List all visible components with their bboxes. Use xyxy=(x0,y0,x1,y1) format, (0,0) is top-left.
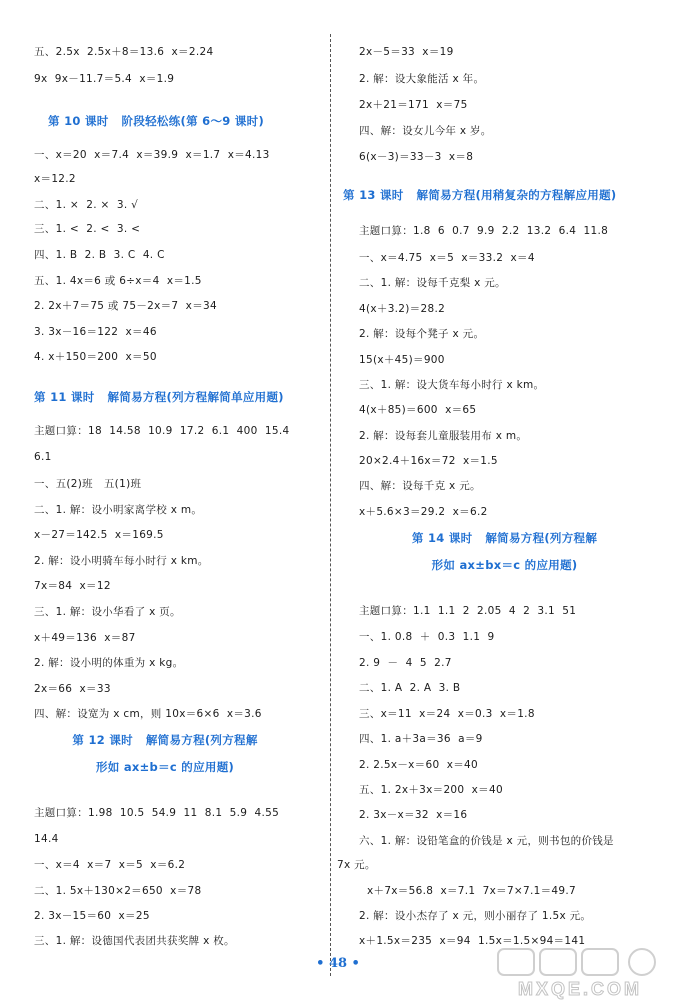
answer-line: 7x 元。 xyxy=(337,859,376,871)
answer-line: 二、1. 解：设每千克梨 x 元。 xyxy=(359,277,506,289)
answer-line: 9x 9x－11.7＝5.4 x＝1.9 xyxy=(34,73,175,85)
answer-line: 二、1. A 2. A 3. B xyxy=(359,682,461,694)
answer-line: 2. 3x－15＝60 x＝25 xyxy=(34,910,150,922)
answer-line: 三、1. 解：设大货车每小时行 x km。 xyxy=(359,379,545,391)
answer-line: 四、1. a＋3a＝36 a＝9 xyxy=(359,733,483,745)
answer-line: 一、x＝4 x＝7 x＝5 x＝6.2 xyxy=(34,859,186,871)
answer-line: 20×2.4＋16x＝72 x＝1.5 xyxy=(359,455,498,467)
answer-line: 三、1. 解：设德国代表团共获奖牌 x 枚。 xyxy=(34,935,235,947)
answer-line: 14.4 xyxy=(34,833,59,845)
lesson-heading: 第 11 课时 解简易方程(列方程解简单应用题) xyxy=(34,390,284,404)
answer-line: 二、1. × 2. × 3. √ xyxy=(34,199,139,211)
right-column xyxy=(333,0,676,975)
answer-line: 三、1. 解：设小华看了 x 页。 xyxy=(34,606,181,618)
answer-line: 一、五(2)班 五(1)班 xyxy=(34,478,142,490)
answer-line: 一、1. 0.8 ＋ 0.3 1.1 9 xyxy=(359,631,495,643)
answer-line: 2x＝66 x＝33 xyxy=(34,683,111,695)
answer-line: 一、x＝20 x＝7.4 x＝39.9 x＝1.7 x＝4.13 xyxy=(34,149,270,161)
answer-line: 4. x＋150＝200 x＝50 xyxy=(34,351,157,363)
answer-line: 2. 解：设小明骑车每小时行 x km。 xyxy=(34,555,209,567)
lesson-heading-subtitle: 形如 ax±bx＝c 的应用题) xyxy=(431,558,578,572)
answer-line: 五、2.5x 2.5x＋8＝13.6 x＝2.24 xyxy=(34,46,214,58)
answer-line: 六、1. 解：设铅笔盒的价钱是 x 元，则书包的价钱是 xyxy=(359,835,614,847)
answer-line: 2x＋21＝171 x＝75 xyxy=(359,99,468,111)
answer-line: 二、1. 5x＋130×2＝650 x＝78 xyxy=(34,885,202,897)
answer-line: 五、1. 2x＋3x＝200 x＝40 xyxy=(359,784,503,796)
answer-line: 主题口算：1.1 1.1 2 2.05 4 2 3.1 51 xyxy=(359,605,577,617)
answer-line: 2x－5＝33 x＝19 xyxy=(359,46,454,58)
page-number: • 48 • xyxy=(316,956,360,971)
answer-line: 三、1. < 2. < 3. < xyxy=(34,223,141,235)
answer-line: 3. 3x－16＝122 x＝46 xyxy=(34,326,157,338)
answer-line: 主题口算：18 14.58 10.9 17.2 6.1 400 15.4 xyxy=(34,425,290,437)
answer-line: 四、1. B 2. B 3. C 4. C xyxy=(34,249,165,261)
left-column xyxy=(0,0,330,975)
answer-line: 2. 解：设每套儿童服装用布 x m。 xyxy=(359,430,528,442)
answer-line: 15(x＋45)＝900 xyxy=(359,354,445,366)
answer-line: 2. 2x＋7＝75 或 75－2x＝7 x＝34 xyxy=(34,300,217,312)
answer-line: 4(x＋3.2)＝28.2 xyxy=(359,303,446,315)
answer-line: 三、x＝11 x＝24 x＝0.3 x＝1.8 xyxy=(359,708,535,720)
answer-line: 2. 3x－x＝32 x＝16 xyxy=(359,809,468,821)
answer-line: 五、1. 4x＝6 或 6÷x＝4 x＝1.5 xyxy=(34,275,202,287)
answer-line: 2. 9 － 4 5 2.7 xyxy=(359,657,452,669)
lesson-heading: 第 13 课时 解简易方程(用稍复杂的方程解应用题) xyxy=(343,188,617,202)
answer-line: x＋1.5x＝235 x＝94 1.5x＝1.5×94＝141 xyxy=(359,935,586,947)
lesson-heading: 第 10 课时 阶段轻松练(第 6～9 课时) xyxy=(48,114,265,128)
answer-line: 2. 解：设大象能活 x 年。 xyxy=(359,73,485,85)
answer-line: 2. 解：设小杰存了 x 元，则小丽存了 1.5x 元。 xyxy=(359,910,592,922)
answer-line: 四、解：设宽为 x cm，则 10x＝6×6 x＝3.6 xyxy=(34,708,262,720)
answer-line: 7x＝84 x＝12 xyxy=(34,580,111,592)
lesson-heading: 第 12 课时 解简易方程(列方程解 xyxy=(72,733,258,747)
answer-line: 2. 2.5x－x＝60 x＝40 xyxy=(359,759,478,771)
answer-line: 4(x＋85)＝600 x＝65 xyxy=(359,404,477,416)
answer-line: 2. 解：设每个凳子 x 元。 xyxy=(359,328,485,340)
watermark-text: MXQE.COM xyxy=(517,979,643,999)
answer-line: 6.1 xyxy=(34,451,52,463)
answer-line: 主题口算：1.98 10.5 54.9 11 8.1 5.9 4.55 xyxy=(34,807,280,819)
answer-line: 二、1. 解：设小明家离学校 x m。 xyxy=(34,504,203,516)
answer-line: x＋5.6×3＝29.2 x＝6.2 xyxy=(359,506,488,518)
answer-line: 主题口算：1.8 6 0.7 9.9 2.2 13.2 6.4 11.8 xyxy=(359,225,609,237)
answer-line: x－27＝142.5 x＝169.5 xyxy=(34,529,164,541)
answer-line: 6(x－3)＝33－3 x＝8 xyxy=(359,151,474,163)
answer-line: 四、解：设女儿今年 x 岁。 xyxy=(359,125,492,137)
answer-line: x＝12.2 xyxy=(34,173,76,185)
watermark-logo xyxy=(492,947,670,1001)
answer-line: x＋49＝136 x＝87 xyxy=(34,632,136,644)
answer-line: 四、解：设每千克 x 元。 xyxy=(359,480,481,492)
answer-line: 2. 解：设小明的体重为 x kg。 xyxy=(34,657,184,669)
lesson-heading-subtitle: 形如 ax±b＝c 的应用题) xyxy=(95,760,235,774)
column-divider xyxy=(330,34,331,976)
lesson-heading: 第 14 课时 解简易方程(列方程解 xyxy=(411,531,598,545)
answer-line: 一、x＝4.75 x＝5 x＝33.2 x＝4 xyxy=(359,252,535,264)
answer-line: x＋7x＝56.8 x＝7.1 7x＝7×7.1＝49.7 xyxy=(367,885,576,897)
